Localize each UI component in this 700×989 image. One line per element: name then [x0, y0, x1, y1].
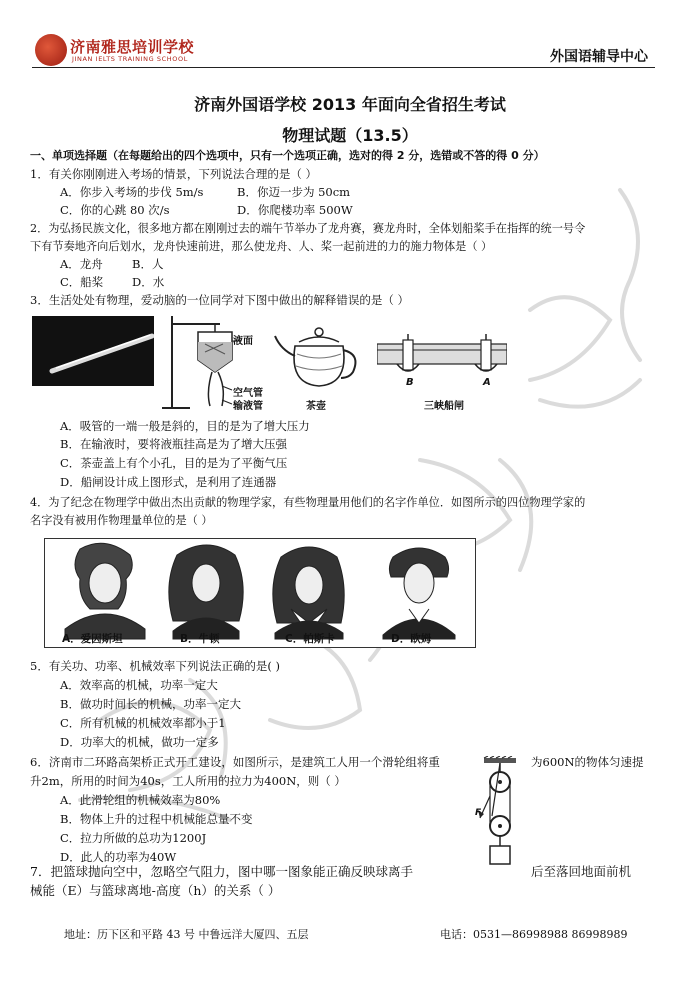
- question-1-option-d: D．你爬楼功率 500W: [237, 203, 353, 217]
- question-5-option-d: D．功率大的机械，做功一定多: [60, 735, 219, 749]
- question-4-stem-line2: 名字没有被用作物理量单位的是（ ）: [30, 514, 213, 527]
- question-2-option-b: B．人: [132, 257, 164, 271]
- question-5-option-c: C．所有机械的机械效率都小于1: [60, 716, 226, 730]
- school-name: 济南雅思培训学校: [70, 38, 195, 56]
- question-6-stem-line1-continued: 为600N的物体匀速提: [531, 755, 644, 769]
- question-5-stem: 5．有关功、功率、机械效率下列说法正确的是( ): [30, 659, 280, 673]
- question-6-option-c: C．拉力所做的总功为1200J: [60, 831, 207, 845]
- question-1-option-a: A．你步入考场的步伐 5m/s: [60, 185, 204, 199]
- question-7-stem-line1: 7．把篮球抛向空中，忽略空气阻力，图中哪一图象能正确反映球离手: [30, 864, 413, 879]
- physicist-caption-d: D．欧姆: [391, 633, 432, 645]
- lock-label-b: B: [406, 377, 414, 388]
- question-2-stem-line1: 2．为弘扬民族文化，很多地方都在刚刚过去的端午节举办了龙舟赛，赛龙舟时，全体划船桨手在指挥的统一号令: [30, 222, 586, 235]
- question-3-option-b: B．在输液时，要将液瓶挂高是为了增大压强: [60, 437, 287, 451]
- question-7-stem-line2: 械能（E）与篮球离地-高度（h）的关系（ ）: [30, 883, 281, 898]
- question-6-option-d: D．此人的功率为40W: [60, 850, 177, 864]
- exam-title: 济南外国语学校 2013 年面向全省招生考试: [194, 95, 506, 114]
- exam-subtitle: 物理试题（13.5）: [282, 126, 418, 145]
- footer-phone: 电话：0531—86998988 86998989: [440, 928, 628, 941]
- header-department: 外国语辅导中心: [550, 49, 648, 65]
- question-4-stem-line1: 4．为了纪念在物理学中做出杰出贡献的物理学家，有些物理量用他们的名字作单位．如图所示的四位物理学家的: [30, 496, 586, 509]
- pulley-force-label: F: [475, 808, 482, 818]
- ship-lock-caption: 三峡船闸: [424, 401, 464, 412]
- header-divider: [32, 67, 655, 68]
- physicist-caption-a: A．爱因斯坦: [62, 633, 123, 645]
- physicist-caption-c: C．帕斯卡: [285, 633, 335, 645]
- question-1-option-c: C．你的心跳 80 次/s: [60, 203, 170, 217]
- question-2-option-a: A．龙舟: [60, 257, 103, 271]
- teapot-figure: [273, 320, 365, 390]
- school-name-english: JINAN IELTS TRAINING SCHOOL: [72, 55, 188, 63]
- footer-address: 地址：历下区和平路 43 号 中鲁远洋大厦四、五层: [64, 928, 309, 941]
- question-2-option-d: D．水: [132, 275, 165, 289]
- question-6-option-b: B．物体上升的过程中机械能总量不变: [60, 812, 253, 826]
- question-1-option-b: B．你迈一步为 50cm: [237, 185, 351, 199]
- question-3-stem: 3．生活处处有物理，爱动脑的一位同学对下图中做出的解释错误的是（ ）: [30, 293, 409, 307]
- question-5-option-a: A．效率高的机械，功率一定大: [60, 678, 218, 692]
- question-5-option-b: B．做功时间长的机械，功率一定大: [60, 697, 241, 711]
- question-3-option-d: D．船闸设计成上图形式，是利用了连通器: [60, 475, 277, 489]
- lock-label-a: A: [483, 377, 491, 388]
- label-air-tube: 空气管: [233, 388, 263, 399]
- question-6-option-a: A．此滑轮组的机械效率为80%: [60, 793, 221, 807]
- question-6-stem-line1: 6．济南市二环路高架桥正式开工建设，如图所示，是建筑工人用一个滑轮组将重: [30, 755, 440, 769]
- question-3-option-a: A．吸管的一端一般是斜的，目的是为了增大压力: [60, 419, 310, 433]
- question-7-stem-line1-continued: 后至落回地面前机: [531, 864, 632, 879]
- label-liquid-surface: 液面: [233, 336, 253, 347]
- question-1-stem: 1．有关你刚刚进入考场的情景，下列说法合理的是（ ）: [30, 167, 317, 181]
- teapot-caption: 茶壶: [306, 401, 326, 412]
- school-logo-icon: [35, 34, 67, 66]
- question-2-stem-line2: 下有节奏地齐向后划水，龙舟快速前进，那么使龙舟、人、桨一起前进的力的施力物体是（ ）: [30, 240, 493, 253]
- question-6-stem-line2: 升2m，所用的时间为40s，工人所用的拉力为400N，则（ ）: [30, 774, 346, 788]
- physicist-caption-b: B．牛顿: [180, 633, 220, 645]
- label-infusion-tube: 输液管: [233, 401, 263, 412]
- straw-figure: [32, 316, 154, 386]
- question-3-option-c: C．茶壶盖上有个小孔，目的是为了平衡气压: [60, 456, 288, 470]
- question-2-option-c: C．船桨: [60, 275, 104, 289]
- section-heading: 一、单项选择题（在每题给出的四个选项中，只有一个选项正确，选对的得 2 分，选错或不答的得 0 分）: [30, 149, 545, 162]
